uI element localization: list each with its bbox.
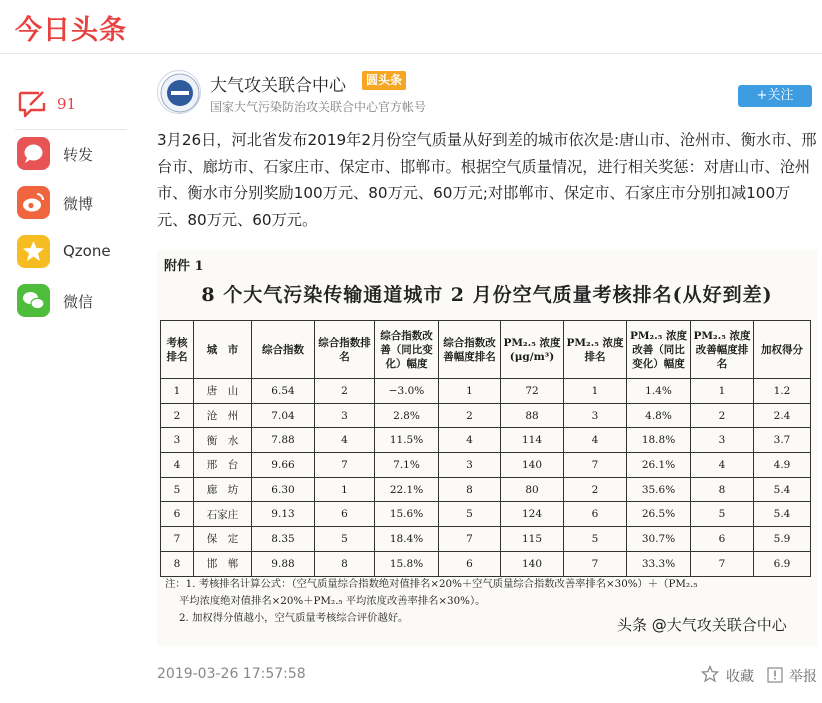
table-cell: 8 xyxy=(691,477,754,502)
table-row xyxy=(161,379,811,404)
table-cell: 9.66 xyxy=(252,453,315,478)
table-cell: 9.13 xyxy=(252,502,315,527)
weibo-label: 微博 xyxy=(63,195,94,213)
comment-count: 91 xyxy=(57,95,77,113)
table-cell: 1 xyxy=(564,379,627,404)
table-cell: 4 xyxy=(691,453,754,478)
table-cell: 7.88 xyxy=(252,428,315,453)
note-line: 平均浓度绝对值排名×20%＋PM₂.₅ 平均浓度改善率排名×30%）。 xyxy=(179,595,486,607)
table-cell: 6 xyxy=(691,527,754,552)
wechat-icon xyxy=(17,284,50,317)
table-cell: 保 定 xyxy=(194,527,252,552)
table-cell: 5 xyxy=(691,502,754,527)
table-cell: 1.2 xyxy=(754,379,811,404)
table-cell: 6 xyxy=(161,502,194,527)
table-body xyxy=(161,379,811,577)
table-header-cell: 考核排名 xyxy=(161,321,194,379)
table-cell: 3 xyxy=(161,428,194,453)
table-row xyxy=(161,453,811,478)
article-footer xyxy=(157,662,817,688)
favorite-button[interactable] xyxy=(701,663,761,687)
table-header-cell: 城 市 xyxy=(194,321,252,379)
table-cell: 8 xyxy=(315,551,375,576)
weibo-icon xyxy=(17,186,50,219)
table-cell: 15.6% xyxy=(375,502,439,527)
table-cell: 80 xyxy=(501,477,564,502)
table-cell: 2.8% xyxy=(375,403,439,428)
table-cell: 1 xyxy=(161,379,194,404)
table-cell: 3 xyxy=(315,403,375,428)
table-cell: 7 xyxy=(161,527,194,552)
table-cell: 1.4% xyxy=(627,379,691,404)
share-repost[interactable] xyxy=(15,133,127,179)
table-cell: 7 xyxy=(439,527,501,552)
report-button[interactable] xyxy=(767,663,822,687)
article-body: 3月26日，河北省发布2019年2月份空气质量从好到差的城市依次是:唐山市、沧州市、衡水市、邢台市、廊坊市、石家庄市、保定市、邯郸市。根据空气质量情况，进行相关奖惩：对唐山市、沧州市、衡水市分别奖励100万元、80万元、60万元;对邯郸市、保定市、石家庄市分别扣减100万元、80万元、60万元。 xyxy=(157,131,817,229)
table-cell: 2 xyxy=(564,477,627,502)
table-cell: 6 xyxy=(315,502,375,527)
table-header-cell: 综合指数改善（同比变化）幅度 xyxy=(375,321,439,379)
qzone-label: Qzone xyxy=(63,242,111,260)
table-row xyxy=(161,551,811,576)
table-cell: 6.54 xyxy=(252,379,315,404)
table-cell: 石家庄 xyxy=(194,502,252,527)
table-cell: 5 xyxy=(439,502,501,527)
table-cell: 18.8% xyxy=(627,428,691,453)
table-header-cell: 综合指数排名 xyxy=(315,321,375,379)
table-header-cell: 加权得分 xyxy=(754,321,811,379)
top-bar xyxy=(0,0,822,54)
table-cell: 2.4 xyxy=(754,403,811,428)
author-name[interactable]: 大气攻关联合中心 xyxy=(210,76,346,96)
table-cell: 72 xyxy=(501,379,564,404)
author-badge: 圆头条 xyxy=(362,71,406,90)
table-cell: 15.8% xyxy=(375,551,439,576)
table-cell: 140 xyxy=(501,551,564,576)
table-cell: 4 xyxy=(564,428,627,453)
table-cell: 7.1% xyxy=(375,453,439,478)
follow-button[interactable]: +关注 xyxy=(738,85,812,107)
table-cell: 5.4 xyxy=(754,502,811,527)
share-wechat[interactable] xyxy=(15,280,127,326)
comment-button[interactable] xyxy=(15,82,127,130)
table-cell: 115 xyxy=(501,527,564,552)
table-cell: 11.5% xyxy=(375,428,439,453)
report-label: 举报 xyxy=(789,669,817,685)
table-cell: 35.6% xyxy=(627,477,691,502)
table-cell: 2 xyxy=(315,379,375,404)
table-cell: 140 xyxy=(501,453,564,478)
table-cell: 3.7 xyxy=(754,428,811,453)
table-cell: 88 xyxy=(501,403,564,428)
table-cell: 114 xyxy=(501,428,564,453)
table-row xyxy=(161,502,811,527)
table-header-cell: PM₂.₅ 浓度改善（同比变化）幅度 xyxy=(627,321,691,379)
favorite-label: 收藏 xyxy=(726,669,754,685)
author-description: 国家大气污染防治攻关联合中心官方帐号 xyxy=(210,100,427,114)
comment-icon xyxy=(17,90,47,118)
table-header-cell: PM₂.₅ 浓度排名 xyxy=(564,321,627,379)
article-image[interactable] xyxy=(157,250,817,646)
table-cell: 5 xyxy=(315,527,375,552)
table-cell: 30.7% xyxy=(627,527,691,552)
table-cell: 7 xyxy=(564,453,627,478)
table-cell: 8 xyxy=(161,551,194,576)
wechat-label: 微信 xyxy=(63,293,94,311)
table-cell: 2 xyxy=(161,403,194,428)
share-qzone[interactable] xyxy=(15,231,127,277)
report-icon xyxy=(767,667,783,683)
table-cell: 衡 水 xyxy=(194,428,252,453)
image-watermark: 头条 @大气攻关联合中心 xyxy=(617,616,787,634)
table-cell: 邢 台 xyxy=(194,453,252,478)
table-cell: 1 xyxy=(691,379,754,404)
table-cell: 5 xyxy=(161,477,194,502)
publish-time: 2019-03-26 17:57:58 xyxy=(157,666,306,682)
table-cell: 3 xyxy=(439,453,501,478)
attachment-label: 附件 1 xyxy=(164,259,204,274)
table-cell: 7 xyxy=(315,453,375,478)
table-header-cell: PM₂.₅ 浓度(μg/m³) xyxy=(501,321,564,379)
table-cell: 26.1% xyxy=(627,453,691,478)
table-cell: 124 xyxy=(501,502,564,527)
table-cell: 8 xyxy=(439,477,501,502)
table-header-cell: PM₂.₅ 浓度改善幅度排名 xyxy=(691,321,754,379)
table-header-row xyxy=(161,321,811,379)
author-header xyxy=(157,68,817,118)
table-header-cell: 综合指数 xyxy=(252,321,315,379)
table-row xyxy=(161,428,811,453)
table-cell: 3 xyxy=(564,403,627,428)
table-cell: 5.9 xyxy=(754,527,811,552)
qzone-icon xyxy=(17,235,50,268)
table-cell: 4.9 xyxy=(754,453,811,478)
table-title: 8 个大气污染传输通道城市 2 月份空气质量考核排名(从好到差) xyxy=(201,284,773,306)
table-cell: 6 xyxy=(564,502,627,527)
table-cell: 4 xyxy=(315,428,375,453)
ranking-table xyxy=(160,320,811,577)
star-icon xyxy=(701,665,719,683)
table-cell: 22.1% xyxy=(375,477,439,502)
table-cell: 26.5% xyxy=(627,502,691,527)
table-row xyxy=(161,403,811,428)
table-cell: 沧 州 xyxy=(194,403,252,428)
table-cell: −3.0% xyxy=(375,379,439,404)
table-cell: 3 xyxy=(691,428,754,453)
table-cell: 6.9 xyxy=(754,551,811,576)
table-cell: 廊 坊 xyxy=(194,477,252,502)
table-cell: 1 xyxy=(439,379,501,404)
table-cell: 2 xyxy=(691,403,754,428)
table-row xyxy=(161,477,811,502)
table-cell: 唐 山 xyxy=(194,379,252,404)
table-cell: 7 xyxy=(691,551,754,576)
repost-label: 转发 xyxy=(63,146,94,164)
table-cell: 5.4 xyxy=(754,477,811,502)
repost-icon xyxy=(17,137,50,170)
table-cell: 1 xyxy=(315,477,375,502)
table-cell: 4 xyxy=(439,428,501,453)
table-cell: 邯 郸 xyxy=(194,551,252,576)
table-cell: 4 xyxy=(161,453,194,478)
table-cell: 8.35 xyxy=(252,527,315,552)
table-header-cell: 综合指数改善幅度排名 xyxy=(439,321,501,379)
toutiao-logo[interactable]: 今日头条 xyxy=(15,15,127,46)
table-cell: 2 xyxy=(439,403,501,428)
note-line: 注：1. 考核排名计算公式：（空气质量综合指数绝对值排名×20%＋空气质量综合指数改善率排名×30%）＋（PM₂.₅ xyxy=(165,578,698,590)
note-line: 2. 加权得分值越小，空气质量考核综合评价越好。 xyxy=(179,612,409,624)
share-weibo[interactable] xyxy=(15,182,127,228)
table-cell: 18.4% xyxy=(375,527,439,552)
table-cell: 6 xyxy=(439,551,501,576)
table-cell: 4.8% xyxy=(627,403,691,428)
share-sidebar xyxy=(15,82,127,326)
table-cell: 6.30 xyxy=(252,477,315,502)
table-cell: 33.3% xyxy=(627,551,691,576)
table-cell: 7.04 xyxy=(252,403,315,428)
table-cell: 9.88 xyxy=(252,551,315,576)
table-cell: 7 xyxy=(564,551,627,576)
table-cell: 5 xyxy=(564,527,627,552)
table-row xyxy=(161,527,811,552)
author-avatar[interactable] xyxy=(157,70,201,114)
